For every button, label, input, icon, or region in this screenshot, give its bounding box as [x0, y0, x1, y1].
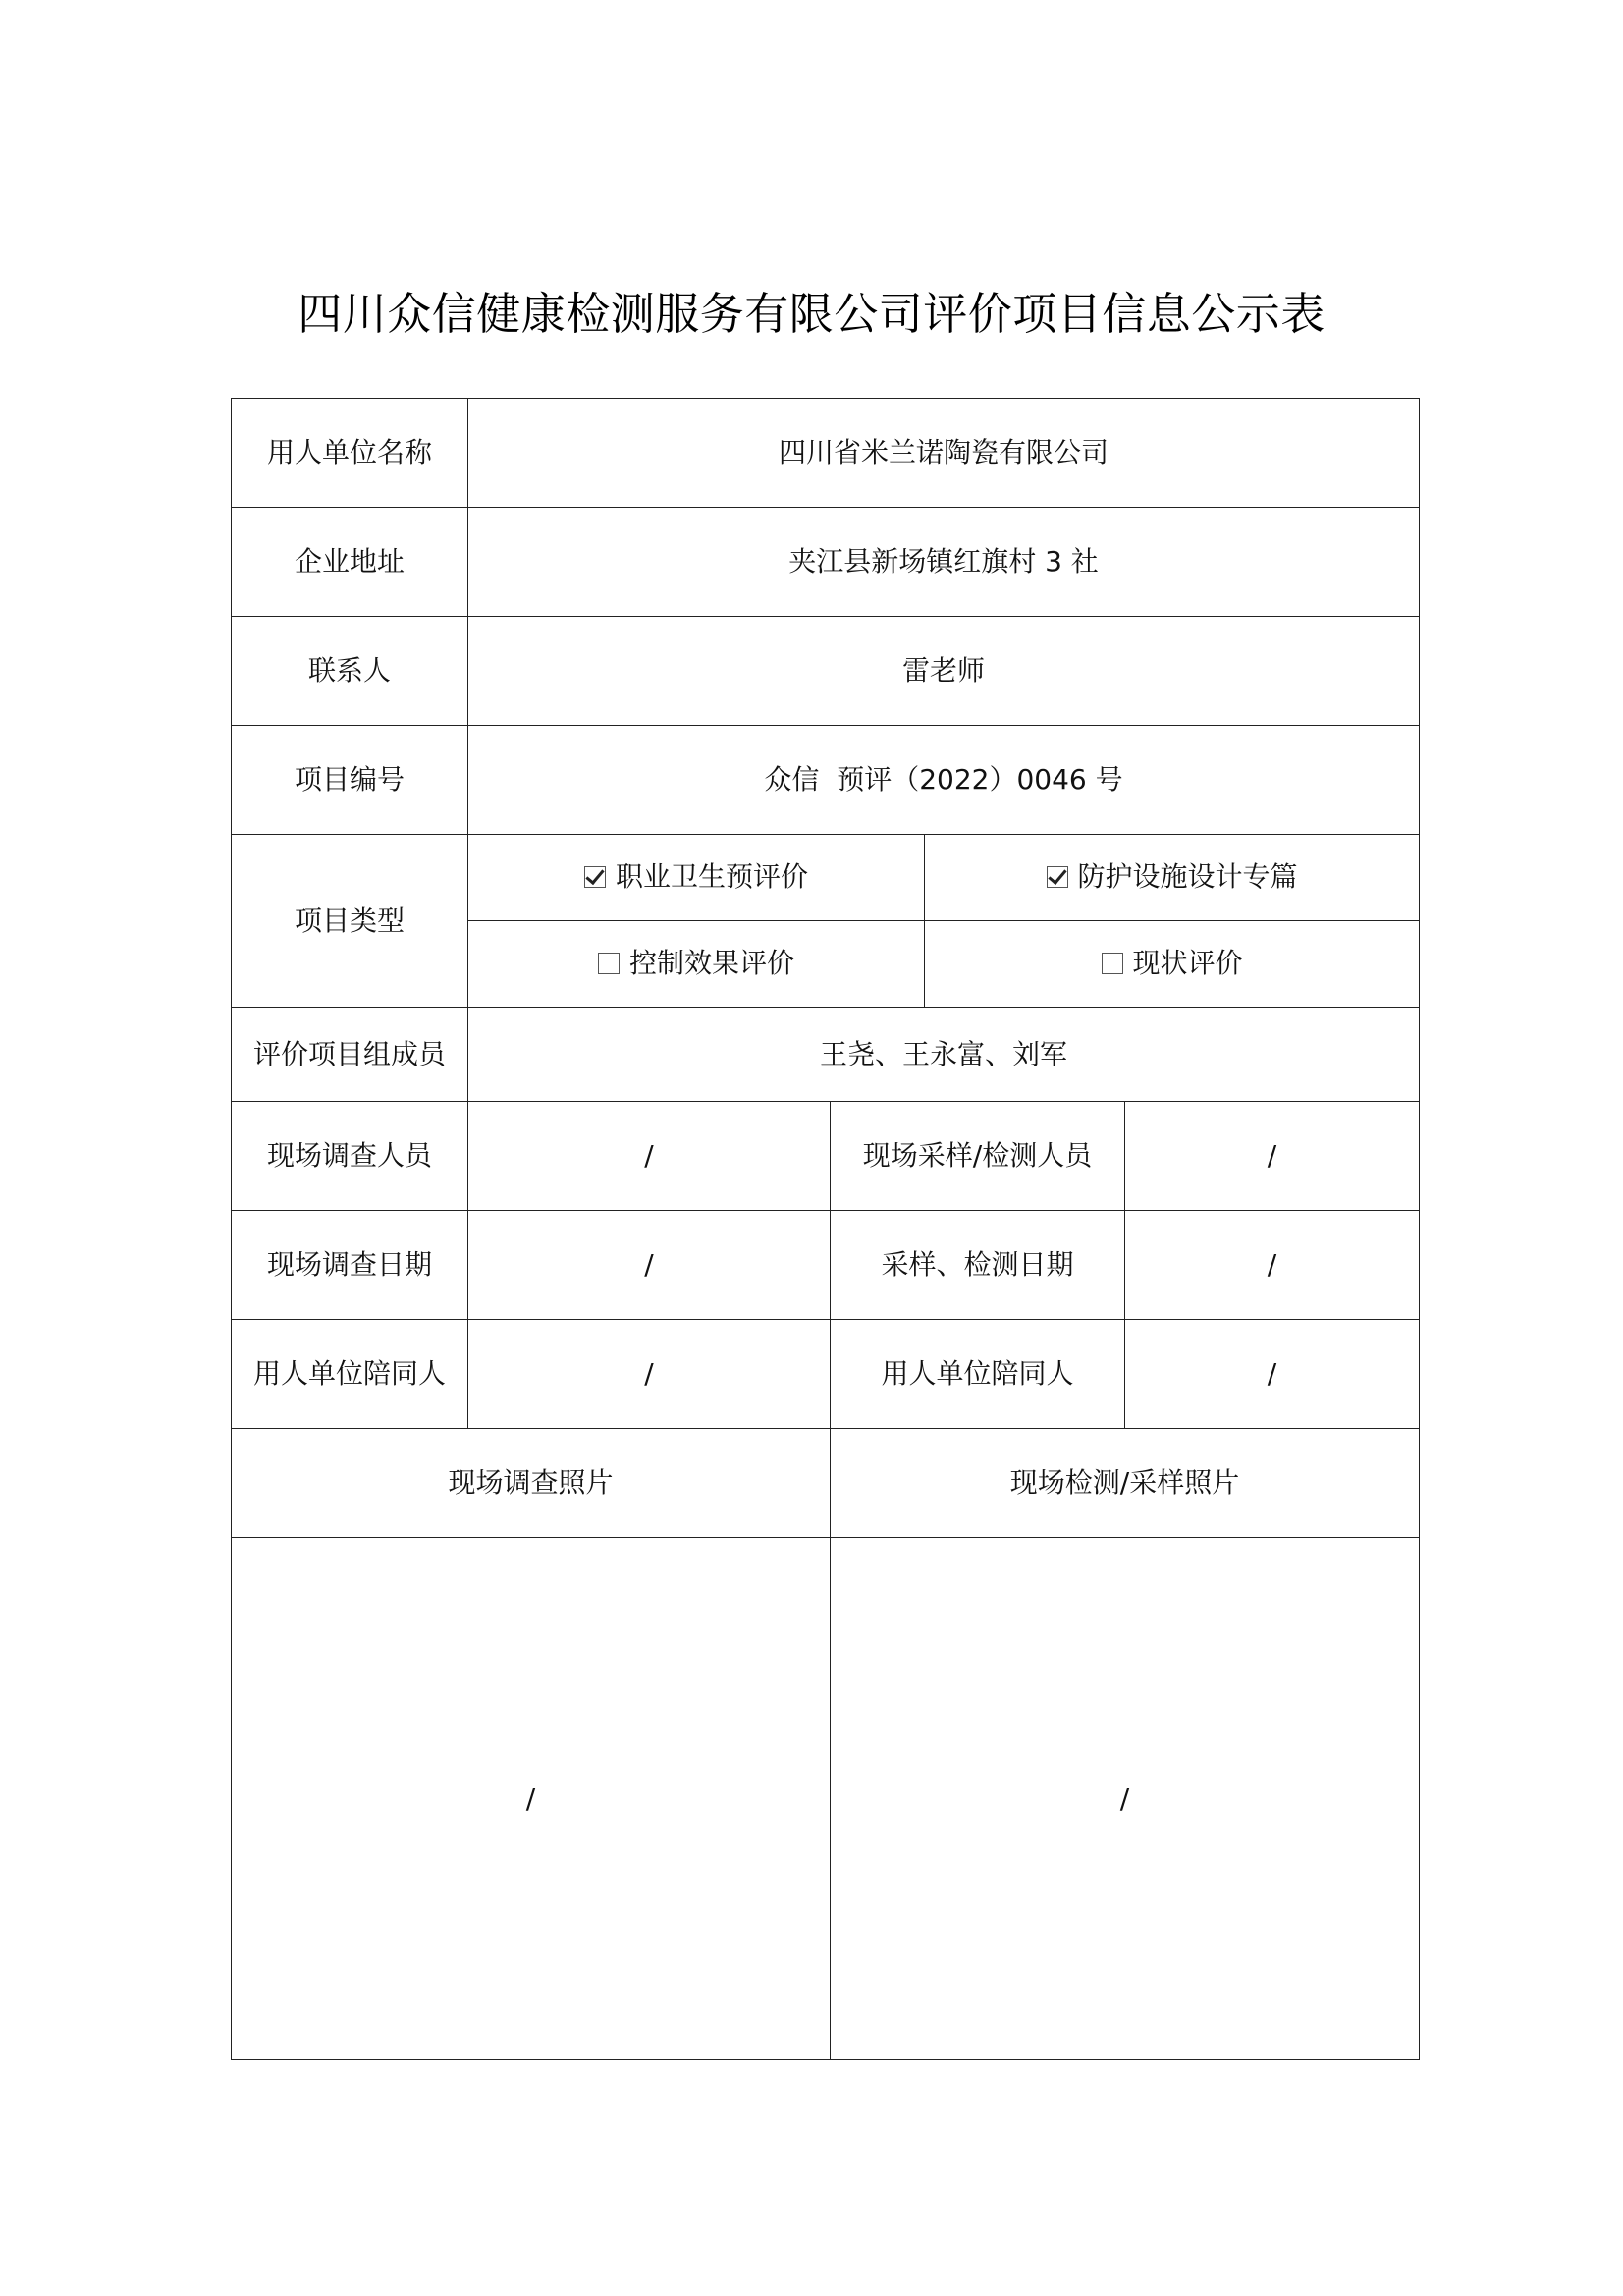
project-type-option-cell	[925, 835, 1420, 921]
row-members	[232, 1008, 1420, 1102]
sampling-photo-cell: /	[831, 1538, 1420, 2060]
address-value: 夹江县新场镇红旗村 3 社	[468, 508, 1420, 617]
project-type-option	[598, 947, 794, 980]
members-label: 评价项目组成员	[232, 1008, 468, 1102]
project-type-option	[1102, 947, 1243, 980]
row-project-no	[232, 726, 1420, 835]
project-type-option	[1047, 860, 1298, 894]
project-no-label: 项目编号	[232, 726, 468, 835]
row-survey-date	[232, 1211, 1420, 1320]
project-type-option-cell	[468, 921, 925, 1008]
employer-name-value: 四川省米兰诺陶瓷有限公司	[468, 399, 1420, 508]
contact-label: 联系人	[232, 617, 468, 726]
info-table	[231, 398, 1420, 2060]
checkbox-icon[interactable]	[1047, 866, 1068, 888]
escort-label-2: 用人单位陪同人	[831, 1320, 1125, 1429]
survey-photo-header: 现场调查照片	[232, 1429, 831, 1538]
row-survey-staff	[232, 1102, 1420, 1211]
sampling-date-label: 采样、检测日期	[831, 1211, 1125, 1320]
project-type-option-cell	[468, 835, 925, 921]
contact-value: 雷老师	[468, 617, 1420, 726]
survey-date-value: /	[468, 1211, 831, 1320]
employer-name-label: 用人单位名称	[232, 399, 468, 508]
survey-date-label: 现场调查日期	[232, 1211, 468, 1320]
row-photos	[232, 1538, 1420, 2060]
sampling-date-value: /	[1125, 1211, 1420, 1320]
project-type-label: 项目类型	[232, 835, 468, 1008]
row-employer-name	[232, 399, 1420, 508]
escort-value-2: /	[1125, 1320, 1420, 1429]
project-type-option-cell	[925, 921, 1420, 1008]
document-title: 四川众信健康检测服务有限公司评价项目信息公示表	[298, 288, 1325, 340]
row-address	[232, 508, 1420, 617]
survey-photo-cell: /	[232, 1538, 831, 2060]
project-no-value: 众信 预评（2022）0046 号	[468, 726, 1420, 835]
option-label: 防护设施设计专篇	[1077, 859, 1298, 893]
checkbox-icon[interactable]	[598, 953, 620, 974]
survey-staff-value: /	[468, 1102, 831, 1211]
row-escort	[232, 1320, 1420, 1429]
sampling-photo-header: 现场检测/采样照片	[831, 1429, 1420, 1538]
checkbox-icon[interactable]	[1102, 953, 1123, 974]
checkbox-icon[interactable]	[584, 866, 606, 888]
option-label: 现状评价	[1132, 946, 1243, 979]
row-contact	[232, 617, 1420, 726]
row-project-type-1	[232, 835, 1420, 921]
survey-staff-label: 现场调查人员	[232, 1102, 468, 1211]
option-label: 控制效果评价	[628, 946, 794, 979]
row-photo-headers	[232, 1429, 1420, 1538]
address-label: 企业地址	[232, 508, 468, 617]
option-label: 职业卫生预评价	[615, 859, 808, 893]
escort-label: 用人单位陪同人	[232, 1320, 468, 1429]
sampling-staff-value: /	[1125, 1102, 1420, 1211]
project-type-option	[584, 860, 808, 894]
members-value: 王尧、王永富、刘军	[468, 1008, 1420, 1102]
sampling-staff-label: 现场采样/检测人员	[831, 1102, 1125, 1211]
escort-value: /	[468, 1320, 831, 1429]
